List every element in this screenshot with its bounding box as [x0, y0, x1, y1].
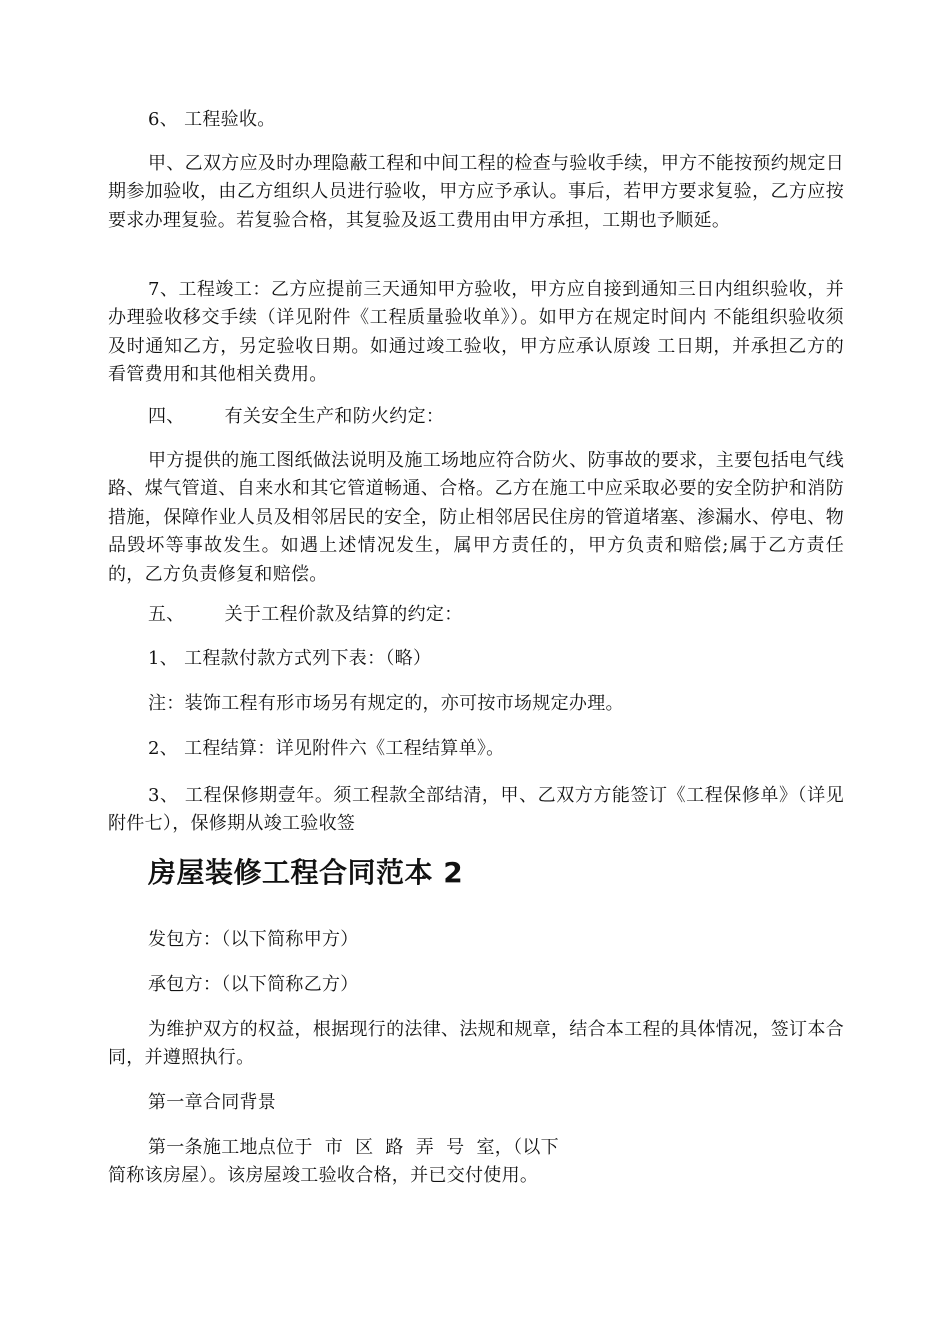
chapter-one-heading: 第一章合同背景 — [148, 1092, 277, 1113]
paragraph-settlement: 2、 工程结算：详见附件六《工程结算单》。 — [148, 738, 505, 759]
paragraph-acceptance-body: 甲、乙双方应及时办理隐蔽工程和中间工程的检查与验收手续，甲方不能按预约规定日期参加验收，由乙方组织人员进行验收，甲方应予承认。事后，若甲方要求复验，乙方应按要求办理复验。若复验合格，其复验及返工费用由甲方承担，工期也予顺延。 — [108, 153, 844, 231]
contract-template-heading: 房屋装修工程合同范本 2 — [148, 856, 464, 889]
article-one-line1: 第一条施工地点位于 市 区 路 弄 号 室，（以下 — [148, 1137, 559, 1158]
paragraph-warranty: 3、 工程保修期壹年。须工程款全部结清，甲、乙双方方能签订《工程保修单》（详见附件七），保修期从竣工验收签 — [108, 785, 844, 835]
section-four-number: 四、 — [148, 406, 185, 427]
section-five-heading — [108, 601, 844, 629]
paragraph-contractor: 承包方：（以下简称乙方） — [148, 974, 359, 995]
paragraph-note: 注：装饰工程有形市场另有规定的，亦可按市场规定办理。 — [148, 693, 624, 714]
paragraph-completion: 7、工程竣工：乙方应提前三天通知甲方验收，甲方应自接到通知三日内组织验收，并办理验收移交手续（详见附件《工程质量验收单》）。如甲方在规定时间内 不能组织验收须及时通知乙方，另定验收日期。如通过竣工验收，甲方应承认原竣 工日期，并承担乙方的看管费用和其他相关费用。 — [108, 279, 844, 386]
article-one-line2: 简称该房屋）。该房屋竣工验收合格，并已交付使用。 — [108, 1165, 539, 1186]
section-five-number: 五、 — [148, 604, 185, 625]
paragraph-acceptance-title: 6、 工程验收。 — [148, 109, 276, 130]
section-five-title: 关于工程价款及结算的约定： — [224, 604, 463, 625]
paragraph-employer: 发包方：（以下简称甲方） — [148, 929, 359, 950]
section-four-heading — [108, 403, 844, 431]
section-four-title: 有关安全生产和防火约定： — [224, 406, 445, 427]
paragraph-purpose: 为维护双方的权益，根据现行的法律、法规和规章，结合本工程的具体情况，签订本合同，并遵照执行。 — [108, 1019, 844, 1069]
paragraph-payment-method: 1、 工程款付款方式列下表：（略） — [148, 648, 432, 669]
paragraph-safety: 甲方提供的施工图纸做法说明及施工场地应符合防火、防事故的要求，主要包括电气线路、煤气管道、自来水和其它管道畅通、合格。乙方在施工中应采取必要的安全防护和消防措施，保障作业人员及相邻居民的安全，防止相邻居民住房的管道堵塞、渗漏水、停电、物品毁坏等事故发生。如遇上述情况发生，属甲方责任的，甲方负责和赔偿;属于乙方责任的，乙方负责修复和赔偿。 — [108, 450, 844, 585]
